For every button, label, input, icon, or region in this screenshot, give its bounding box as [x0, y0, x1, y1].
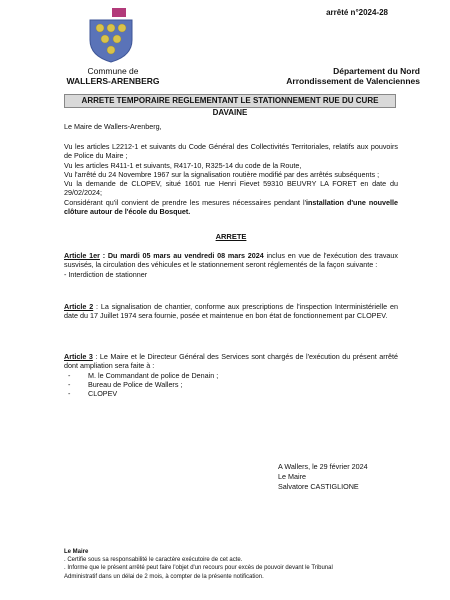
- commune-block: [48, 66, 178, 86]
- commune-label: Commune de: [87, 66, 139, 76]
- recipient-item: - M. le Commandant de police de Denain ;: [64, 371, 398, 380]
- commune-name: WALLERS-ARENBERG: [66, 76, 160, 86]
- arrondissement-name: Arrondissement de Valenciennes: [286, 76, 420, 86]
- footer-heading: Le Maire: [64, 549, 89, 555]
- article-1-label: Article 1er: [64, 251, 100, 260]
- department-name: Département du Nord: [333, 66, 420, 76]
- signature-place-date: A Wallers, le 29 février 2024: [278, 462, 368, 471]
- signature-name: Salvatore CASTIGLIONE: [278, 482, 359, 491]
- article-2-label: Article 2: [64, 302, 94, 311]
- article-1-dates: : Du mardi 05 mars au vendredi 08 mars 2024: [99, 251, 264, 260]
- article-3-label: Article 3: [64, 352, 93, 361]
- signature-block: [278, 462, 368, 492]
- footer-line-2: . Informe que le présent arrêté peut faire l'objet d'un recours pour excès de pouvoir devant le Tribunal: [64, 565, 333, 572]
- arrete-heading: ARRETE: [215, 232, 247, 241]
- vu-clause-2: Vu les articles R411-1 et suivants, R417-10, R325-14 du code de la Route,: [64, 160, 302, 170]
- decree-reference: arrêté n°2024-28: [326, 8, 388, 17]
- article-1: [64, 251, 398, 279]
- preamble-intro: Le Maire de Wallers-Arenberg,: [64, 122, 162, 131]
- considerant-emphasis: installation d'une nouvelle clôture autour de l'école du Bosquet.: [64, 197, 398, 217]
- footer-line-1: . Certifie sous sa responsabilité le caractère exécutoire de cet acte.: [64, 557, 243, 564]
- department-block: [286, 66, 420, 86]
- recipient-item: - Bureau de Police de Wallers ;: [64, 380, 398, 389]
- vu-clause-3: Vu l'arrêté du 24 Novembre 1967 sur la signalisation routière modifié par des arrêtés subséquents ;: [64, 169, 380, 179]
- footer-notice: [64, 548, 333, 581]
- article-3-text: : Le Maire et le Directeur Général des Services sont chargés de l'exécution du présent arrêté dont ampliation sera faite à :: [64, 352, 398, 371]
- article-1-text: inclus en vue de l'exécution des travaux susvisés, la circulation des véhicules et le stationnement seront réglementés de la façon suivante :: [64, 251, 398, 270]
- signature-role: Le Maire: [278, 472, 306, 481]
- preamble-block: [64, 142, 398, 216]
- article-1-item: - Interdiction de stationner: [64, 269, 148, 279]
- coat-of-arms-icon: [86, 6, 136, 64]
- recipients-list: [64, 371, 398, 399]
- article-2-text: : La signalisation de chantier, conforme aux prescriptions de l'inspection Interministérielle en date du 17 Juillet 1974 sera fournie, posée et maintenue en bon état de fonctionnement par CLOPEV.: [64, 302, 398, 321]
- footer-line-3: Administratif dans un délai de 2 mois, à compter de la présente notification.: [64, 573, 264, 580]
- document-title: ARRETE TEMPORAIRE REGLEMENTANT LE STATIONNEMENT RUE DU CURE DAVAINE: [64, 94, 396, 108]
- vu-clause-4: Vu la demande de CLOPEV, situé 1601 rue Henri Fievet 59310 BEUVRY LA FORET en date du 29/02/2024;: [64, 179, 398, 198]
- recipient-item: - CLOPEV: [64, 389, 398, 398]
- article-3: [64, 352, 398, 398]
- article-2: [64, 302, 398, 321]
- considerant-clause: Considérant qu'il convient de prendre les mesures nécessaires pendant l'installation d'une nouvelle clôture autour de l'école du Bosquet.: [64, 197, 398, 217]
- vu-clause-1: Vu les articles L2212-1 et suivants du Code Général des Collectivités Territoriales, relatifs aux pouvoirs de Police du Maire ;: [64, 142, 398, 161]
